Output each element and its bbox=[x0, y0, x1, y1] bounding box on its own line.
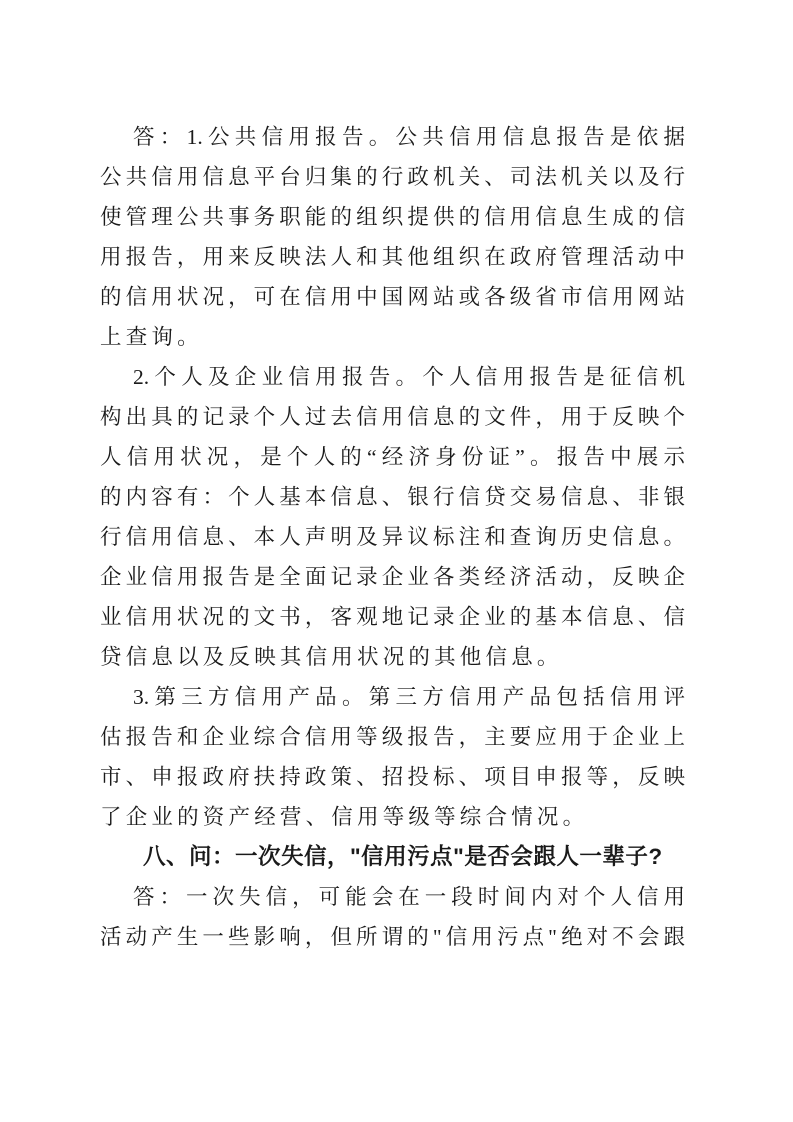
paragraph-line: 公共信用信息平台归集的行政机关、司法机关以及行 bbox=[100, 165, 685, 189]
paragraph-line: 构出具的记录个人过去信用信息的文件，用于反映个 bbox=[100, 405, 685, 429]
paragraph-line: 行信用信息、本人声明及异议标注和查询历史信息。 bbox=[100, 525, 685, 549]
paragraph-line: 答：一次失信，可能会在一段时间内对个人信用 bbox=[133, 885, 685, 909]
paragraph-line: 使管理公共事务职能的组织提供的信用信息生成的信 bbox=[100, 205, 685, 229]
question-heading: 八、问：一次失信，"信用污点"是否会跟人一辈子? bbox=[143, 844, 663, 869]
paragraph-line: 2.个人及企业信用报告。个人信用报告是征信机 bbox=[133, 365, 685, 389]
paragraph-line: 上查询。 bbox=[100, 325, 203, 349]
document-text-block bbox=[100, 117, 685, 957]
paragraph-line: 用报告，用来反映法人和其他组织在政府管理活动中 bbox=[100, 245, 685, 269]
paragraph-line: 人信用状况，是个人的“经济身份证”。报告中展示 bbox=[100, 445, 685, 469]
paragraph-line: 业信用状况的文书，客观地记录企业的基本信息、信 bbox=[100, 605, 685, 629]
paragraph-line: 了企业的资产经营、信用等级等综合情况。 bbox=[100, 805, 589, 829]
paragraph-line: 市、申报政府扶持政策、招投标、项目申报等，反映 bbox=[100, 765, 685, 789]
paragraph-line: 活动产生一些影响，但所谓的"信用污点"绝对不会跟 bbox=[100, 925, 685, 949]
paragraph-line: 估报告和企业综合信用等级报告，主要应用于企业上 bbox=[100, 725, 685, 749]
paragraph-line: 贷信息以及反映其信用状况的其他信息。 bbox=[100, 645, 563, 669]
paragraph-line: 3.第三方信用产品。第三方信用产品包括信用评 bbox=[133, 685, 685, 709]
paragraph-line: 企业信用报告是全面记录企业各类经济活动，反映企 bbox=[100, 565, 685, 589]
paragraph-line: 的内容有：个人基本信息、银行信贷交易信息、非银 bbox=[100, 485, 685, 509]
paragraph-line: 答：1.公共信用报告。公共信用信息报告是依据 bbox=[133, 125, 685, 149]
paragraph-line: 的信用状况，可在信用中国网站或各级省市信用网站 bbox=[100, 285, 685, 309]
